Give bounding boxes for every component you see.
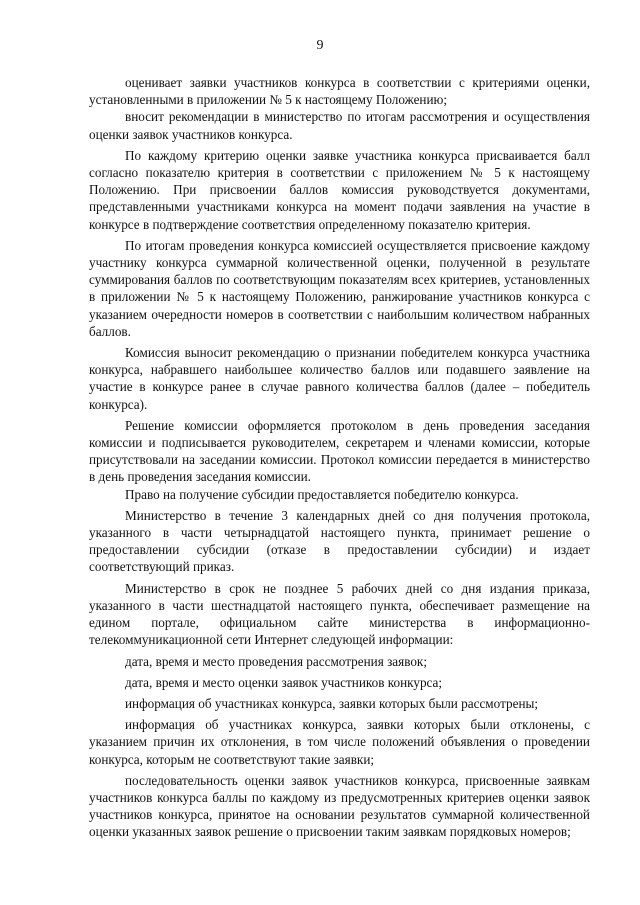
paragraph: Комиссия выносит рекомендацию о признании победителем конкурса участника конкурса, набравшего наибольшее количество баллов или подавшего заявление на участие в конкурсе ранее в случае равного количества баллов (далее – победитель конкурса). [89, 345, 590, 412]
list-item: информация об участниках конкурса, заявки которых были отклонены, с указанием причин их отклонения, в том числе положений объявления о проведении конкурса, которым не соответствуют такие заявки; [89, 717, 590, 767]
paragraph: По итогам проведения конкурса комиссией осуществляется присвоение каждому участнику конкурса суммарной количественной оценки, полученной в результате суммирования баллов по соответствующим показателям всех критериев, установленных в приложении № 5 к настоящему Положению, ранжирование участников конкурса с указанием очередности номеров в соответствии с наибольшим количеством набранных баллов. [89, 237, 590, 339]
page-number: 9 [316, 38, 324, 53]
paragraph: Решение комиссии оформляется протоколом в день проведения заседания комиссии и подписывается руководителем, секретарем и членами комиссии, которые присутствовали на заседании комиссии. Протокол комиссии передается в министерство в день проведения заседания комиссии. [89, 417, 590, 485]
list-item: информация об участниках конкурса, заявки которых были рассмотрены; [125, 695, 539, 711]
document-body [89, 74, 590, 841]
paragraph: Министерство в течение 3 календарных дней со дня получения протокола, указанного в части четырнадцатой настоящего пункта, принимает решение о предоставлении субсидии (отказе в предоставлении субсидии) и издает соответствующий приказ. [89, 507, 590, 575]
paragraph: оценивает заявки участников конкурса в соответствии с критериями оценки, установленными в приложении № 5 к настоящему Положению; [89, 75, 590, 108]
list-item: последовательность оценки заявок участников конкурса, присвоенные заявкам участников конкурса баллы по каждому из предусмотренных критериев оценки заявок участников конкурса, принятое на основании результатов суммарной количественной оценки указанных заявок решение о присвоении таким заявкам порядковых номеров; [89, 772, 590, 840]
paragraph: вносит рекомендации в министерство по итогам рассмотрения и осуществления оценки заявок участников конкурса. [89, 109, 590, 142]
list-item: дата, время и место проведения рассмотрения заявок; [125, 653, 427, 669]
paragraph: Право на получение субсидии предоставляется победителю конкурса. [125, 486, 519, 502]
list-item: дата, время и место оценки заявок участников конкурса; [125, 674, 443, 690]
paragraph: По каждому критерию оценки заявке участника конкурса присваивается балл согласно показателю критерия в соответствии с приложением № 5 к настоящему Положению. При присвоении баллов комиссия руководствуется документами, представленными участниками конкурса на момент подачи заявления на участие в конкурсе в подтверждение соответствия определенному показателю критерия. [89, 147, 590, 232]
paragraph: Министерство в срок не позднее 5 рабочих дней со дня издания приказа, указанного в части шестнадцатой настоящего пункта, обеспечивает размещение на едином портале, официальном сайте министерства в информационно-телекоммуникационной сети Интернет следующей информации: [89, 580, 590, 648]
